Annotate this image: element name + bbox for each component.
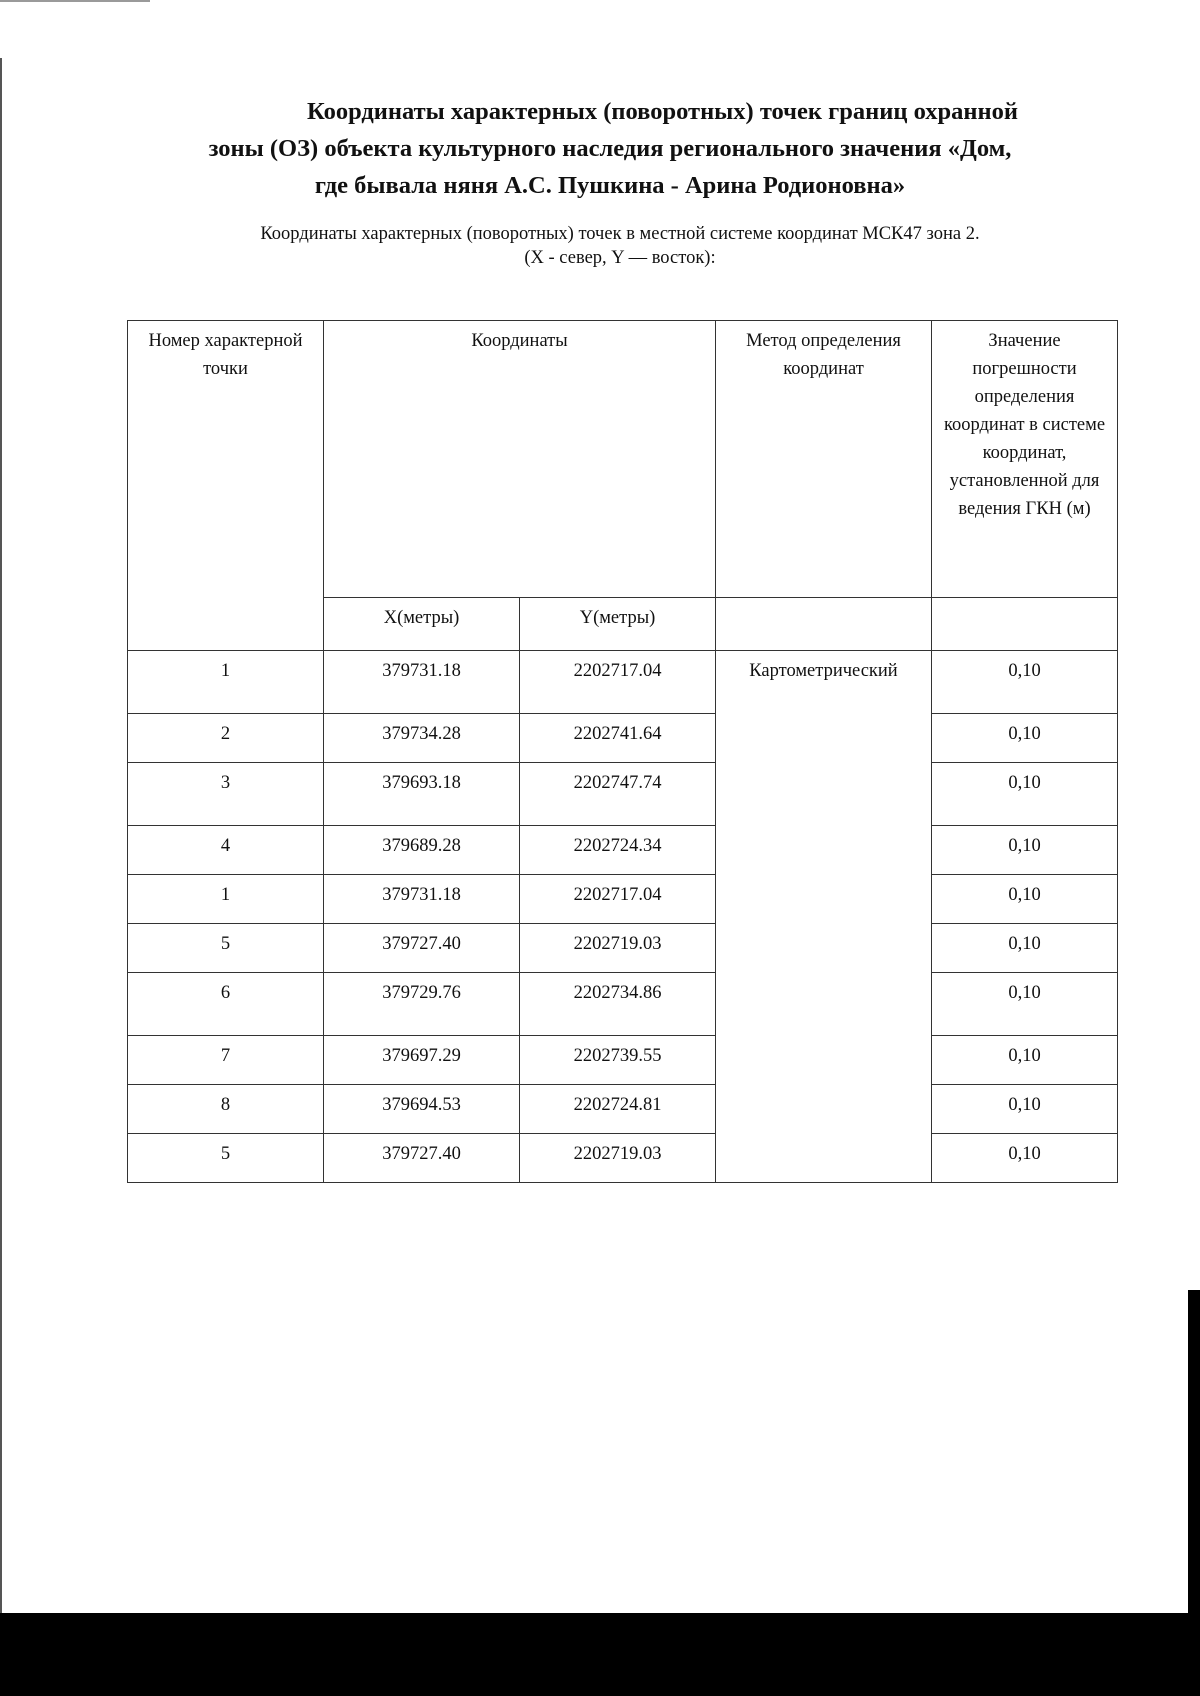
cell-error: 0,10 (932, 924, 1118, 973)
cell-y: 2202724.34 (520, 826, 716, 875)
cell-x: 379731.18 (324, 875, 520, 924)
cell-point-number: 8 (128, 1085, 324, 1134)
table-row (128, 826, 1118, 875)
cell-method: Картометрический (716, 651, 932, 1183)
coordinates-table (127, 320, 1118, 1183)
table-row (128, 1036, 1118, 1085)
header-method-empty (716, 598, 932, 651)
table-row (128, 763, 1118, 826)
cell-x: 379734.28 (324, 714, 520, 763)
document-title (120, 93, 1100, 204)
cell-error: 0,10 (932, 651, 1118, 714)
cell-x: 379689.28 (324, 826, 520, 875)
cell-error: 0,10 (932, 973, 1118, 1036)
scan-right-shadow (1188, 1290, 1200, 1620)
header-point-number: Номер характерной точки (128, 321, 324, 651)
cell-error: 0,10 (932, 763, 1118, 826)
cell-point-number: 6 (128, 973, 324, 1036)
cell-x: 379693.18 (324, 763, 520, 826)
cell-y: 2202734.86 (520, 973, 716, 1036)
title-line-1: Координаты характерных (поворотных) точек границ охранной (307, 98, 1018, 125)
scan-bottom-band (0, 1613, 1200, 1696)
subtitle-line-1: Координаты характерных (поворотных) точек в местной системе координат МСК47 зона 2. (260, 224, 980, 244)
header-error: Значение погрешности определения координат в системе координат, установленной для ведения ГКН (м) (932, 321, 1118, 598)
cell-x: 379727.40 (324, 1134, 520, 1183)
cell-point-number: 4 (128, 826, 324, 875)
cell-y: 2202717.04 (520, 875, 716, 924)
scan-left-edge (0, 58, 2, 1618)
cell-error: 0,10 (932, 1134, 1118, 1183)
document-subtitle (140, 222, 1100, 270)
cell-error: 0,10 (932, 875, 1118, 924)
table-row (128, 1085, 1118, 1134)
header-y: Y(метры) (520, 598, 716, 651)
cell-point-number: 5 (128, 1134, 324, 1183)
cell-point-number: 2 (128, 714, 324, 763)
table-header-row (128, 321, 1118, 598)
table-row (128, 875, 1118, 924)
title-line-3: где бывала няня А.С. Пушкина - Арина Родионовна» (314, 172, 906, 199)
cell-point-number: 1 (128, 651, 324, 714)
cell-point-number: 1 (128, 875, 324, 924)
table-row (128, 1134, 1118, 1183)
cell-point-number: 3 (128, 763, 324, 826)
cell-y: 2202724.81 (520, 1085, 716, 1134)
cell-error: 0,10 (932, 826, 1118, 875)
cell-x: 379729.76 (324, 973, 520, 1036)
scan-top-mark (0, 0, 150, 2)
cell-point-number: 7 (128, 1036, 324, 1085)
cell-y: 2202719.03 (520, 924, 716, 973)
header-error-empty (932, 598, 1118, 651)
header-x: X(метры) (324, 598, 520, 651)
table-row (128, 651, 1118, 714)
cell-x: 379731.18 (324, 651, 520, 714)
cell-y: 2202747.74 (520, 763, 716, 826)
table-row (128, 714, 1118, 763)
cell-y: 2202741.64 (520, 714, 716, 763)
cell-y: 2202717.04 (520, 651, 716, 714)
cell-error: 0,10 (932, 1085, 1118, 1134)
header-method: Метод определения координат (716, 321, 932, 598)
cell-y: 2202719.03 (520, 1134, 716, 1183)
cell-x: 379694.53 (324, 1085, 520, 1134)
table-row (128, 924, 1118, 973)
title-line-2: зоны (ОЗ) объекта культурного наследия регионального значения «Дом, (208, 135, 1012, 162)
header-coordinates: Координаты (324, 321, 716, 598)
cell-point-number: 5 (128, 924, 324, 973)
cell-x: 379697.29 (324, 1036, 520, 1085)
subtitle-line-2: (X - север, Y — восток): (524, 248, 716, 268)
cell-y: 2202739.55 (520, 1036, 716, 1085)
cell-error: 0,10 (932, 714, 1118, 763)
table-row (128, 973, 1118, 1036)
cell-x: 379727.40 (324, 924, 520, 973)
cell-error: 0,10 (932, 1036, 1118, 1085)
